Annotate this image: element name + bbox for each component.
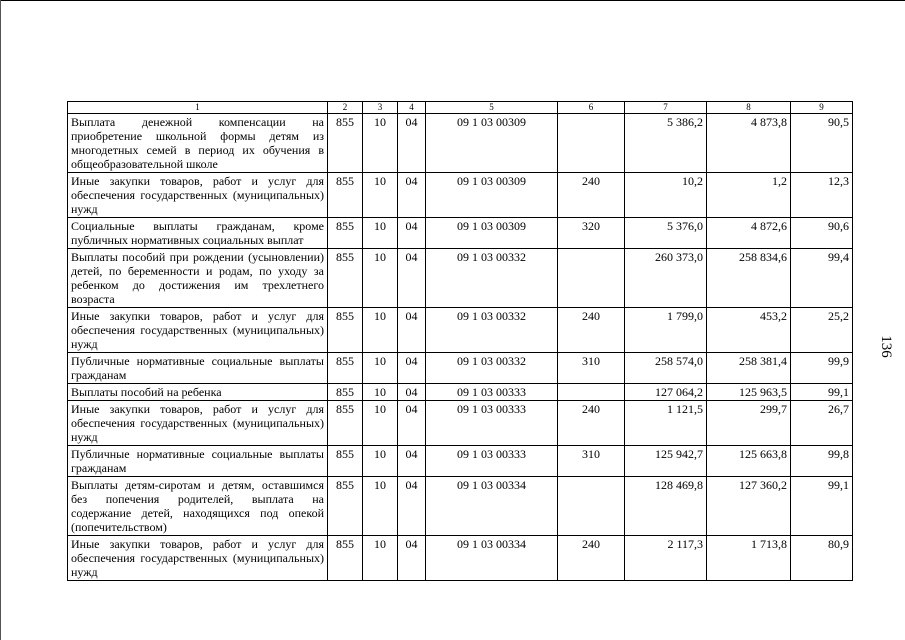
cell-section: 10 <box>363 446 398 477</box>
cell-ministry: 855 <box>328 477 363 536</box>
cell-percent: 25,2 <box>791 308 853 353</box>
cell-planned: 1 799,0 <box>625 308 707 353</box>
cell-planned: 2 117,3 <box>625 536 707 581</box>
cell-ministry: 855 <box>328 173 363 218</box>
table-row <box>68 384 853 401</box>
table-row <box>68 218 853 249</box>
cell-planned: 127 064,2 <box>625 384 707 401</box>
cell-subsection: 04 <box>398 536 426 581</box>
cell-target-article: 09 1 03 00333 <box>426 401 558 446</box>
cell-executed: 125 663,8 <box>707 446 791 477</box>
cell-section: 10 <box>363 249 398 308</box>
cell-executed: 127 360,2 <box>707 477 791 536</box>
cell-percent: 90,5 <box>791 114 853 173</box>
cell-section: 10 <box>363 477 398 536</box>
cell-expense-type <box>558 249 625 308</box>
cell-percent: 99,1 <box>791 384 853 401</box>
cell-planned: 128 469,8 <box>625 477 707 536</box>
cell-planned: 125 942,7 <box>625 446 707 477</box>
cell-percent: 99,4 <box>791 249 853 308</box>
cell-expense-type: 240 <box>558 308 625 353</box>
cell-ministry: 855 <box>328 249 363 308</box>
cell-percent: 26,7 <box>791 401 853 446</box>
cell-expense-type <box>558 114 625 173</box>
cell-planned: 258 574,0 <box>625 353 707 384</box>
cell-planned: 10,2 <box>625 173 707 218</box>
cell-target-article: 09 1 03 00332 <box>426 353 558 384</box>
cell-executed: 258 834,6 <box>707 249 791 308</box>
cell-expense-type: 240 <box>558 401 625 446</box>
cell-target-article: 09 1 03 00332 <box>426 308 558 353</box>
row-name: Иные закупки товаров, работ и услуг для обеспечения государственных (муниципальных) нужд <box>68 401 328 446</box>
cell-ministry: 855 <box>328 536 363 581</box>
cell-subsection: 04 <box>398 353 426 384</box>
cell-subsection: 04 <box>398 308 426 353</box>
cell-executed: 258 381,4 <box>707 353 791 384</box>
cell-subsection: 04 <box>398 249 426 308</box>
cell-executed: 125 963,5 <box>707 384 791 401</box>
column-header-4: 4 <box>398 102 426 114</box>
cell-expense-type: 240 <box>558 173 625 218</box>
cell-expense-type: 310 <box>558 446 625 477</box>
column-header-5: 5 <box>426 102 558 114</box>
column-header-1: 1 <box>68 102 328 114</box>
row-name: Выплата денежной компенсации на приобретение школьной формы детям из многодетных семей в период их обучения в общеобразовательной школе <box>68 114 328 173</box>
cell-subsection: 04 <box>398 173 426 218</box>
budget-table <box>67 101 853 581</box>
column-header-6: 6 <box>558 102 625 114</box>
cell-section: 10 <box>363 218 398 249</box>
column-header-2: 2 <box>328 102 363 114</box>
cell-section: 10 <box>363 384 398 401</box>
table-row <box>68 173 853 218</box>
cell-expense-type: 320 <box>558 218 625 249</box>
cell-executed: 4 872,6 <box>707 218 791 249</box>
table-body <box>68 114 853 581</box>
cell-target-article: 09 1 03 00333 <box>426 446 558 477</box>
cell-target-article: 09 1 03 00309 <box>426 173 558 218</box>
column-header-9: 9 <box>791 102 853 114</box>
column-header-3: 3 <box>363 102 398 114</box>
row-name: Публичные нормативные социальные выплаты гражданам <box>68 446 328 477</box>
table-row <box>68 249 853 308</box>
table-header-row <box>68 102 853 114</box>
cell-section: 10 <box>363 308 398 353</box>
cell-subsection: 04 <box>398 218 426 249</box>
cell-percent: 99,1 <box>791 477 853 536</box>
table-row <box>68 308 853 353</box>
cell-executed: 299,7 <box>707 401 791 446</box>
cell-expense-type <box>558 384 625 401</box>
column-header-8: 8 <box>707 102 791 114</box>
cell-subsection: 04 <box>398 114 426 173</box>
row-name: Публичные нормативные социальные выплаты гражданам <box>68 353 328 384</box>
cell-target-article: 09 1 03 00334 <box>426 477 558 536</box>
cell-planned: 5 386,2 <box>625 114 707 173</box>
row-name: Выплаты детям-сиротам и детям, оставшимся без попечения родителей, выплата на содержание детей, находящихся под опекой (попечительством) <box>68 477 328 536</box>
column-header-7: 7 <box>625 102 707 114</box>
cell-percent: 80,9 <box>791 536 853 581</box>
row-name: Иные закупки товаров, работ и услуг для обеспечения государственных (муниципальных) нужд <box>68 173 328 218</box>
cell-subsection: 04 <box>398 446 426 477</box>
cell-expense-type: 310 <box>558 353 625 384</box>
cell-target-article: 09 1 03 00334 <box>426 536 558 581</box>
row-name: Выплаты пособий при рождении (усыновлении) детей, по беременности и родам, по уходу за ребенком до достижения им трехлетнего возраста <box>68 249 328 308</box>
cell-ministry: 855 <box>328 384 363 401</box>
row-name: Иные закупки товаров, работ и услуг для обеспечения государственных (муниципальных) нужд <box>68 308 328 353</box>
cell-section: 10 <box>363 173 398 218</box>
table-row <box>68 477 853 536</box>
cell-expense-type <box>558 477 625 536</box>
page-top-edge <box>0 0 905 1</box>
cell-ministry: 855 <box>328 401 363 446</box>
cell-section: 10 <box>363 114 398 173</box>
page-number: 136 <box>877 335 894 358</box>
cell-ministry: 855 <box>328 353 363 384</box>
cell-ministry: 855 <box>328 446 363 477</box>
cell-percent: 90,6 <box>791 218 853 249</box>
table-row <box>68 446 853 477</box>
cell-executed: 1,2 <box>707 173 791 218</box>
table-row <box>68 114 853 173</box>
row-name: Социальные выплаты гражданам, кроме публичных нормативных социальных выплат <box>68 218 328 249</box>
cell-section: 10 <box>363 401 398 446</box>
cell-executed: 1 713,8 <box>707 536 791 581</box>
table-row <box>68 353 853 384</box>
cell-target-article: 09 1 03 00309 <box>426 218 558 249</box>
cell-percent: 99,8 <box>791 446 853 477</box>
cell-target-article: 09 1 03 00332 <box>426 249 558 308</box>
cell-planned: 5 376,0 <box>625 218 707 249</box>
cell-target-article: 09 1 03 00309 <box>426 114 558 173</box>
row-name: Выплаты пособий на ребенка <box>68 384 328 401</box>
cell-percent: 99,9 <box>791 353 853 384</box>
cell-expense-type: 240 <box>558 536 625 581</box>
cell-section: 10 <box>363 536 398 581</box>
table-row <box>68 401 853 446</box>
cell-executed: 4 873,8 <box>707 114 791 173</box>
cell-subsection: 04 <box>398 477 426 536</box>
cell-ministry: 855 <box>328 218 363 249</box>
cell-percent: 12,3 <box>791 173 853 218</box>
cell-planned: 260 373,0 <box>625 249 707 308</box>
cell-target-article: 09 1 03 00333 <box>426 384 558 401</box>
cell-ministry: 855 <box>328 114 363 173</box>
cell-section: 10 <box>363 353 398 384</box>
table-row <box>68 536 853 581</box>
page-left-edge <box>0 0 1 640</box>
cell-executed: 453,2 <box>707 308 791 353</box>
cell-ministry: 855 <box>328 308 363 353</box>
cell-subsection: 04 <box>398 401 426 446</box>
row-name: Иные закупки товаров, работ и услуг для обеспечения государственных (муниципальных) нужд <box>68 536 328 581</box>
cell-planned: 1 121,5 <box>625 401 707 446</box>
cell-subsection: 04 <box>398 384 426 401</box>
